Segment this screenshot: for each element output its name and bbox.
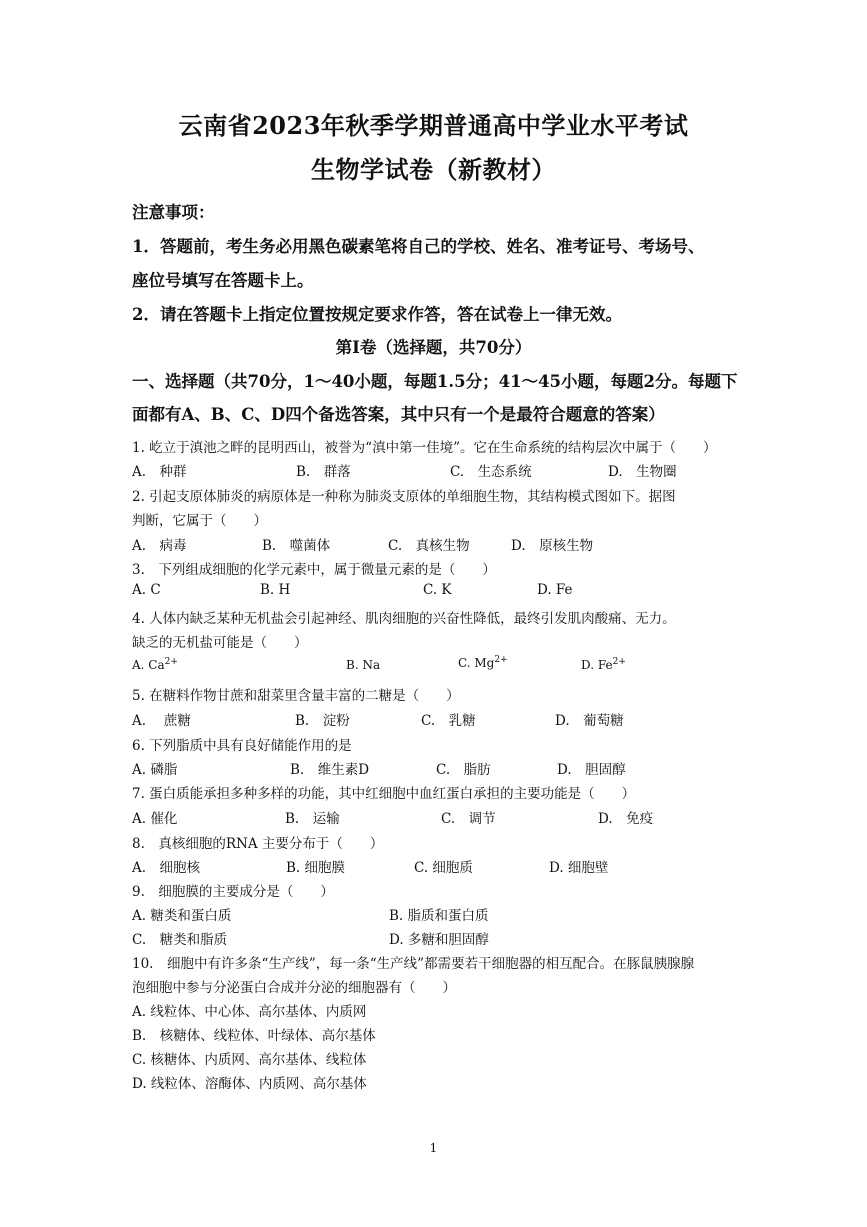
question-2-options [132,534,742,554]
question-5-options [132,709,742,729]
question-4-stem-line-1: 4. 人体内缺乏某种无机盐会引起神经、肌肉细胞的兴奋性降低，最终引发肌肉酸痛、无力。 [132,611,676,627]
q4-option-d-charge: 2+ [612,657,626,667]
q7-option-d: D. 免疫 [598,811,654,827]
q6-option-d: D. 胆固醇 [557,762,626,778]
q3-option-c: C. K [423,582,452,598]
q4-option-a-charge: 2+ [164,657,178,667]
q6-option-c: C. 脂肪 [436,762,491,778]
q3-option-b: B. H [260,582,291,598]
q10-option-a: A. 线粒体、中心体、高尔基体、内质网 [132,1004,367,1020]
question-1-options [132,460,742,480]
q4-option-a [132,658,178,672]
question-6-stem: 6. 下列脂质中具有良好储能作用的是 [132,738,352,754]
question-4-options [132,655,742,678]
notice-item-1-line-2: 座位号填写在答题卡上。 [132,271,314,290]
question-9-stem: 9. 细胞膜的主要成分是（ ） [132,884,334,900]
notice-item-1-line-1: 1．答题前，考生务必用黑色碳素笔将自己的学校、姓名、准考证号、考场号、 [132,237,705,256]
q10-option-d: D. 线粒体、溶酶体、内质网、高尔基体 [132,1076,367,1092]
q1-option-a: A. 种群 [132,464,187,480]
question-2-stem-line-2: 判断，它属于（ ） [132,513,267,529]
q6-option-b: B. 维生素D [290,762,370,778]
question-7-options [132,807,742,827]
q2-option-c: C. 真核生物 [388,538,470,554]
q4-option-c-text: C. Mg [458,656,495,670]
q7-option-a: A. 催化 [132,811,178,827]
part-title-line-1: 一、选择题（共70分，1～40小题，每题1.5分；41～45小题，每题2分。每题下 [132,372,738,391]
q3-option-a: A. C [132,582,161,598]
question-10-stem-line-1: 10. 细胞中有许多条“生产线”，每一条“生产线”都需要若干细胞器的相互配合。在豚鼠胰腺腺 [132,956,695,972]
question-8-stem: 8. 真核细胞的RNA 主要分布于（ ） [132,836,384,852]
q1-option-c: C. 生态系统 [450,464,532,480]
volume-title: 第Ⅰ卷（选择题，共70分） [335,338,532,357]
q6-option-a: A. 磷脂 [132,762,178,778]
question-6-options [132,758,742,778]
q4-option-c [458,656,508,670]
question-9-options-row-1 [132,904,742,924]
notice-heading: 注意事项： [132,203,215,222]
q2-option-b: B. 噬菌体 [262,538,331,554]
q1-option-d: D. 生物圈 [608,464,677,480]
question-3-stem: 3. 下列组成细胞的化学元素中，属于微量元素的是（ ） [132,562,496,578]
q5-option-a: A. 蔗糖 [132,713,191,729]
question-8-options [132,856,742,876]
question-5-stem: 5. 在糖料作物甘蔗和甜菜里含量丰富的二糖是（ ） [132,688,460,704]
notice-item-2: 2．请在答题卡上指定位置按规定要求作答，答在试卷上一律无效。 [132,305,622,324]
question-3-options [132,582,742,602]
q1-option-b: B. 群落 [296,464,351,480]
page-number: 1 [429,1141,438,1155]
question-7-stem: 7. 蛋白质能承担多种多样的功能，其中红细胞中血红蛋白承担的主要功能是（ ） [132,786,636,802]
q9-option-d: D. 多糖和胆固醇 [389,932,489,948]
q9-option-c: C. 糖类和脂质 [132,932,228,948]
q8-option-d: D. 细胞壁 [549,860,609,876]
part-title-line-2: 面都有A、B、C、D四个备选答案，其中只有一个是最符合题意的答案） [132,405,665,424]
q8-option-c: C. 细胞质 [414,860,473,876]
q8-option-b: B. 细胞膜 [286,860,346,876]
q2-option-d: D. 原核生物 [511,538,594,554]
q5-option-b: B. 淀粉 [295,713,350,729]
exam-title: 云南省2023年秋季学期普通高中学业水平考试 [178,111,689,140]
q5-option-d: D. 葡萄糖 [555,713,624,729]
q4-option-b: B. Na [346,658,381,672]
q3-option-d: D. Fe [537,582,573,598]
q9-option-a: A. 糖类和蛋白质 [132,908,232,924]
question-1-stem: 1. 屹立于滇池之畔的昆明西山，被誉为“滇中第一佳境”。它在生命系统的结构层次中属于（ ） [132,440,717,456]
exam-subtitle: 生物学试卷（新教材） [311,155,556,184]
q2-option-a: A. 病毒 [132,538,187,554]
q5-option-c: C. 乳糖 [421,713,476,729]
question-2-stem-line-1: 2. 引起支原体肺炎的病原体是一种称为肺炎支原体的单细胞生物，其结构模式图如下。据图 [132,489,676,505]
q9-option-b: B. 脂质和蛋白质 [389,908,489,924]
q10-option-b: B. 核糖体、线粒体、叶绿体、高尔基体 [132,1028,376,1044]
question-10-stem-line-2: 泡细胞中参与分泌蛋白合成并分泌的细胞器有（ ） [132,980,456,996]
q4-option-d [581,658,626,672]
q7-option-b: B. 运输 [285,811,340,827]
q4-option-c-charge: 2+ [494,655,508,665]
q4-option-a-text: A. Ca [132,658,165,672]
question-4-stem-line-2: 缺乏的无机盐可能是（ ） [132,635,308,651]
q8-option-a: A. 细胞核 [132,860,201,876]
q10-option-c: C. 核糖体、内质网、高尔基体、线粒体 [132,1052,367,1068]
q4-option-d-text: D. Fe [581,658,613,672]
question-9-options-row-2 [132,928,742,948]
q7-option-c: C. 调节 [441,811,496,827]
